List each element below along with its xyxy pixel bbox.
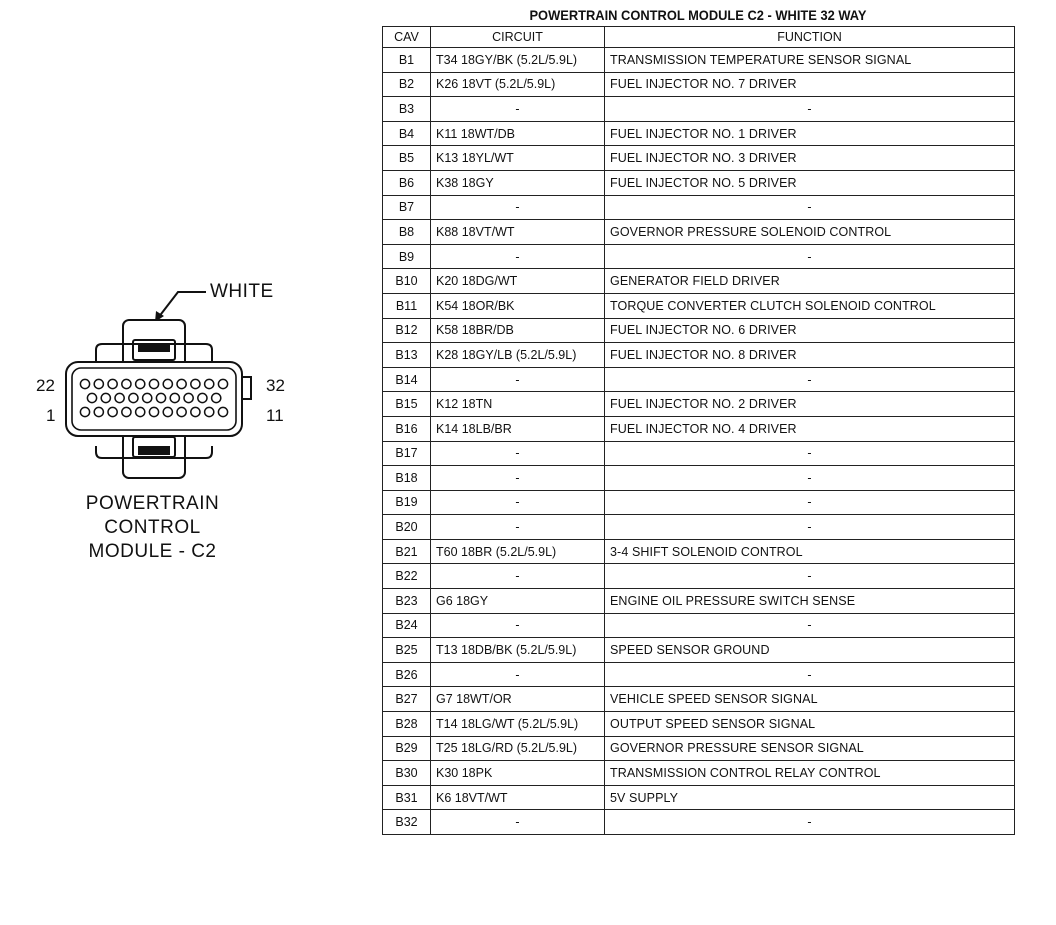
bottom-latch-bar xyxy=(138,446,170,455)
cav-cell: B1 xyxy=(383,48,431,73)
table-row xyxy=(383,466,1015,491)
table-row xyxy=(383,72,1015,97)
circuit-cell: - xyxy=(431,244,605,269)
cav-cell: B24 xyxy=(383,613,431,638)
circuit-cell: - xyxy=(431,441,605,466)
table-row xyxy=(383,318,1015,343)
pin-hole xyxy=(218,379,227,388)
cav-cell: B4 xyxy=(383,121,431,146)
table-row xyxy=(383,441,1015,466)
circuit-cell: - xyxy=(431,515,605,540)
circuit-cell: K11 18WT/DB xyxy=(431,121,605,146)
pin-hole xyxy=(191,379,200,388)
circuit-cell: - xyxy=(431,466,605,491)
circuit-cell: T25 18LG/RD (5.2L/5.9L) xyxy=(431,736,605,761)
function-cell: GOVERNOR PRESSURE SENSOR SIGNAL xyxy=(605,736,1015,761)
table-row xyxy=(383,539,1015,564)
table-row xyxy=(383,48,1015,73)
pin-hole xyxy=(108,407,117,416)
circuit-cell: K14 18LB/BR xyxy=(431,416,605,441)
table-row xyxy=(383,638,1015,663)
connector-caption-line-3: MODULE - C2 xyxy=(88,541,217,562)
wire-color-callout: WHITE xyxy=(210,281,274,302)
circuit-cell: - xyxy=(431,810,605,835)
pin-hole xyxy=(163,379,172,388)
function-cell: FUEL INJECTOR NO. 8 DRIVER xyxy=(605,343,1015,368)
pin-hole xyxy=(108,379,117,388)
pin-hole xyxy=(177,407,186,416)
circuit-cell: - xyxy=(431,97,605,122)
function-cell: TRANSMISSION TEMPERATURE SENSOR SIGNAL xyxy=(605,48,1015,73)
pin-hole xyxy=(122,407,131,416)
table-row xyxy=(383,810,1015,835)
table-title: POWERTRAIN CONTROL MODULE C2 - WHITE 32 WAY xyxy=(529,7,867,23)
table-row xyxy=(383,293,1015,318)
function-cell: TRANSMISSION CONTROL RELAY CONTROL xyxy=(605,761,1015,786)
circuit-cell: K13 18YL/WT xyxy=(431,146,605,171)
table-row xyxy=(383,367,1015,392)
function-cell: - xyxy=(605,367,1015,392)
cav-cell: B16 xyxy=(383,416,431,441)
function-cell: FUEL INJECTOR NO. 2 DRIVER xyxy=(605,392,1015,417)
cav-cell: B23 xyxy=(383,589,431,614)
table-row xyxy=(383,121,1015,146)
cav-cell: B7 xyxy=(383,195,431,220)
pin-hole xyxy=(129,393,138,402)
cav-cell: B18 xyxy=(383,466,431,491)
cav-cell: B6 xyxy=(383,170,431,195)
function-cell: VEHICLE SPEED SENSOR SIGNAL xyxy=(605,687,1015,712)
pin-hole xyxy=(136,407,145,416)
cav-cell: B30 xyxy=(383,761,431,786)
circuit-cell: G7 18WT/OR xyxy=(431,687,605,712)
side-key xyxy=(242,377,251,399)
pin-hole xyxy=(212,393,221,402)
cav-cell: B3 xyxy=(383,97,431,122)
function-cell: FUEL INJECTOR NO. 1 DRIVER xyxy=(605,121,1015,146)
cav-cell: B5 xyxy=(383,146,431,171)
callout-leader xyxy=(158,292,206,318)
cav-cell: B32 xyxy=(383,810,431,835)
pin-hole xyxy=(149,407,158,416)
circuit-cell: K54 18OR/BK xyxy=(431,293,605,318)
table-row xyxy=(383,589,1015,614)
pin-hole xyxy=(177,379,186,388)
table-row xyxy=(383,712,1015,737)
cav-cell: B2 xyxy=(383,72,431,97)
cav-cell: B15 xyxy=(383,392,431,417)
table-row xyxy=(383,416,1015,441)
function-cell: - xyxy=(605,195,1015,220)
function-cell: - xyxy=(605,564,1015,589)
circuit-cell: K30 18PK xyxy=(431,761,605,786)
circuit-cell: T14 18LG/WT (5.2L/5.9L) xyxy=(431,712,605,737)
cav-cell: B19 xyxy=(383,490,431,515)
pin-hole xyxy=(115,393,124,402)
cav-cell: B13 xyxy=(383,343,431,368)
circuit-cell: - xyxy=(431,662,605,687)
connector-diagram xyxy=(0,0,380,600)
pin-hole xyxy=(122,379,131,388)
circuit-cell: - xyxy=(431,564,605,589)
cav-cell: B31 xyxy=(383,785,431,810)
pin-hole xyxy=(170,393,179,402)
function-cell: - xyxy=(605,97,1015,122)
header-circuit: CIRCUIT xyxy=(431,27,605,48)
pin-hole xyxy=(205,407,214,416)
pin-hole xyxy=(198,393,207,402)
table-row xyxy=(383,392,1015,417)
function-cell: - xyxy=(605,441,1015,466)
pin-hole xyxy=(80,407,89,416)
pin-label-11: 11 xyxy=(266,406,284,425)
cav-cell: B29 xyxy=(383,736,431,761)
circuit-cell: - xyxy=(431,195,605,220)
circuit-cell: - xyxy=(431,490,605,515)
circuit-cell: - xyxy=(431,613,605,638)
pin-hole xyxy=(94,407,103,416)
circuit-cell: K88 18VT/WT xyxy=(431,220,605,245)
function-cell: FUEL INJECTOR NO. 6 DRIVER xyxy=(605,318,1015,343)
table-row xyxy=(383,146,1015,171)
cav-cell: B8 xyxy=(383,220,431,245)
pinout-table xyxy=(382,26,1015,835)
pin-hole xyxy=(218,407,227,416)
table-row xyxy=(383,662,1015,687)
function-cell: - xyxy=(605,244,1015,269)
table-row xyxy=(383,515,1015,540)
header-function: FUNCTION xyxy=(605,27,1015,48)
pin-hole xyxy=(136,379,145,388)
function-cell: 3-4 SHIFT SOLENOID CONTROL xyxy=(605,539,1015,564)
function-cell: FUEL INJECTOR NO. 7 DRIVER xyxy=(605,72,1015,97)
function-cell: FUEL INJECTOR NO. 5 DRIVER xyxy=(605,170,1015,195)
pin-hole xyxy=(205,379,214,388)
table-row xyxy=(383,220,1015,245)
circuit-cell: - xyxy=(431,367,605,392)
circuit-cell: K26 18VT (5.2L/5.9L) xyxy=(431,72,605,97)
table-row xyxy=(383,97,1015,122)
function-cell: ENGINE OIL PRESSURE SWITCH SENSE xyxy=(605,589,1015,614)
table-row xyxy=(383,195,1015,220)
table-row xyxy=(383,244,1015,269)
cav-cell: B10 xyxy=(383,269,431,294)
connector-caption-line-2: CONTROL xyxy=(104,517,201,538)
pin-hole xyxy=(80,379,89,388)
table-row xyxy=(383,736,1015,761)
cav-cell: B11 xyxy=(383,293,431,318)
pin-label-32: 32 xyxy=(266,376,285,395)
cav-cell: B27 xyxy=(383,687,431,712)
function-cell: FUEL INJECTOR NO. 4 DRIVER xyxy=(605,416,1015,441)
table-row xyxy=(383,564,1015,589)
pin-hole xyxy=(191,407,200,416)
pin-hole xyxy=(143,393,152,402)
table-row xyxy=(383,269,1015,294)
pin-label-1: 1 xyxy=(46,406,56,425)
function-cell: SPEED SENSOR GROUND xyxy=(605,638,1015,663)
table-body xyxy=(383,48,1015,835)
table-row xyxy=(383,343,1015,368)
cav-cell: B28 xyxy=(383,712,431,737)
function-cell: TORQUE CONVERTER CLUTCH SOLENOID CONTROL xyxy=(605,293,1015,318)
circuit-cell: K38 18GY xyxy=(431,170,605,195)
function-cell: - xyxy=(605,662,1015,687)
circuit-cell: G6 18GY xyxy=(431,589,605,614)
pin-hole xyxy=(101,393,110,402)
table-row xyxy=(383,761,1015,786)
pin-hole xyxy=(94,379,103,388)
pin-hole xyxy=(163,407,172,416)
table-header-row xyxy=(383,27,1015,48)
function-cell: GENERATOR FIELD DRIVER xyxy=(605,269,1015,294)
pin-hole xyxy=(156,393,165,402)
function-cell: OUTPUT SPEED SENSOR SIGNAL xyxy=(605,712,1015,737)
pin-hole xyxy=(87,393,96,402)
table-row xyxy=(383,687,1015,712)
circuit-cell: K28 18GY/LB (5.2L/5.9L) xyxy=(431,343,605,368)
table-row xyxy=(383,170,1015,195)
cav-cell: B26 xyxy=(383,662,431,687)
pin-label-22: 22 xyxy=(36,376,55,395)
cav-cell: B20 xyxy=(383,515,431,540)
function-cell: - xyxy=(605,515,1015,540)
cav-cell: B25 xyxy=(383,638,431,663)
function-cell: - xyxy=(605,613,1015,638)
function-cell: - xyxy=(605,466,1015,491)
circuit-cell: K58 18BR/DB xyxy=(431,318,605,343)
circuit-cell: T60 18BR (5.2L/5.9L) xyxy=(431,539,605,564)
cav-cell: B12 xyxy=(383,318,431,343)
header-cav: CAV xyxy=(383,27,431,48)
circuit-cell: T34 18GY/BK (5.2L/5.9L) xyxy=(431,48,605,73)
function-cell: FUEL INJECTOR NO. 3 DRIVER xyxy=(605,146,1015,171)
function-cell: - xyxy=(605,810,1015,835)
function-cell: - xyxy=(605,490,1015,515)
cav-cell: B22 xyxy=(383,564,431,589)
table-row xyxy=(383,785,1015,810)
circuit-cell: K12 18TN xyxy=(431,392,605,417)
cav-cell: B9 xyxy=(383,244,431,269)
table-row xyxy=(383,490,1015,515)
cav-cell: B14 xyxy=(383,367,431,392)
connector-caption-line-1: POWERTRAIN xyxy=(85,493,220,514)
cav-cell: B21 xyxy=(383,539,431,564)
cav-cell: B17 xyxy=(383,441,431,466)
circuit-cell: K6 18VT/WT xyxy=(431,785,605,810)
table-row xyxy=(383,613,1015,638)
circuit-cell: T13 18DB/BK (5.2L/5.9L) xyxy=(431,638,605,663)
function-cell: 5V SUPPLY xyxy=(605,785,1015,810)
function-cell: GOVERNOR PRESSURE SOLENOID CONTROL xyxy=(605,220,1015,245)
pin-hole xyxy=(184,393,193,402)
pin-hole xyxy=(149,379,158,388)
circuit-cell: K20 18DG/WT xyxy=(431,269,605,294)
